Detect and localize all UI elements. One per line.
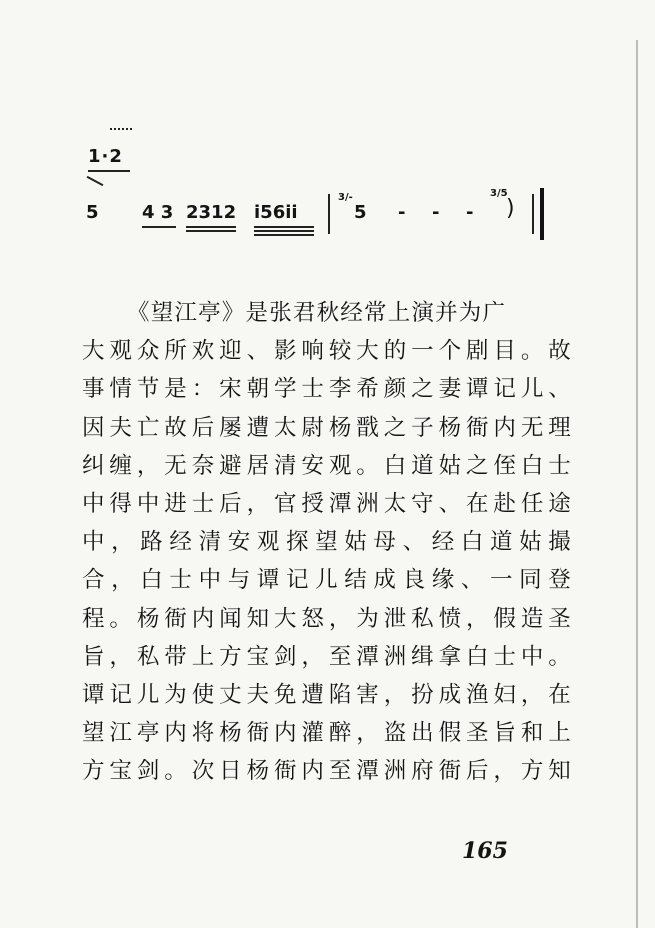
notation-slur [87, 176, 104, 186]
note-dash-2: - [432, 202, 440, 223]
note-dash-3: - [466, 202, 474, 223]
text-line: 合，白士中与谭记儿结成良缘、一同登 [82, 567, 572, 594]
text-line: 《望江亭》是张君秋经常上演并为广 [127, 300, 507, 326]
text-line: 事情节是：宋朝学士李希颜之妻谭记儿、 [82, 376, 572, 403]
text-line: 谭记儿为使丈夫免遭陷害，扮成渔妇，在 [82, 682, 572, 709]
music-notation [80, 118, 580, 248]
grace-note-1: 3/- [338, 192, 353, 203]
bar-line [328, 194, 330, 234]
note-token-2: 4 3 [142, 202, 174, 223]
text-line: 纠缠，无奈避居清安观。白道姑之侄白士 [82, 452, 572, 479]
text-line: 中得中进士后，官授潭洲太守、在赴任途 [82, 491, 572, 518]
note-underline-3a [186, 226, 236, 228]
text-line: 望江亭内将杨衙内灌醉，盗出假圣旨和上 [82, 720, 572, 747]
text-line: 方宝剑。次日杨衙内至潭洲府衙后，方知 [82, 758, 572, 785]
text-line: 中，路经清安观探望姑母、经白道姑撮 [82, 529, 572, 556]
note-underline-4b [254, 230, 314, 232]
note-underline-3b [186, 230, 236, 232]
page-edge-line [636, 40, 638, 928]
note-underline-2 [142, 226, 176, 228]
closing-paren: ) [506, 196, 515, 221]
final-bar-thin [532, 194, 534, 234]
notation-upper-phrase: 1·2 [88, 146, 123, 167]
text-line: 因夫亡故后屡遭太尉杨戬之子杨衙内无理 [82, 414, 572, 441]
text-line: 程。杨衙内闻知大怒，为泄私愤，假造圣 [82, 605, 572, 632]
note-underline-4a [254, 226, 314, 228]
note-token-3: 2312 [186, 202, 237, 223]
final-bar-thick [540, 188, 544, 240]
text-line: 大观众所欢迎、影响较大的一个剧目。故 [82, 338, 572, 365]
notation-upper-underline [88, 170, 130, 172]
note-dash-1: - [398, 202, 406, 223]
body-paragraph [82, 294, 572, 791]
note-underline-4c [254, 234, 314, 236]
grace-note-2: 3/5 [490, 188, 508, 199]
text-line: 旨，私带上方宝剑，至潭洲缉拿白士中。 [82, 643, 572, 670]
note-token-1: 5 [86, 202, 99, 223]
note-token-5: 5 [354, 202, 367, 223]
page-number: 165 [462, 838, 508, 864]
notation-dot-mark [110, 128, 132, 130]
note-token-4: i56ii [254, 202, 298, 223]
